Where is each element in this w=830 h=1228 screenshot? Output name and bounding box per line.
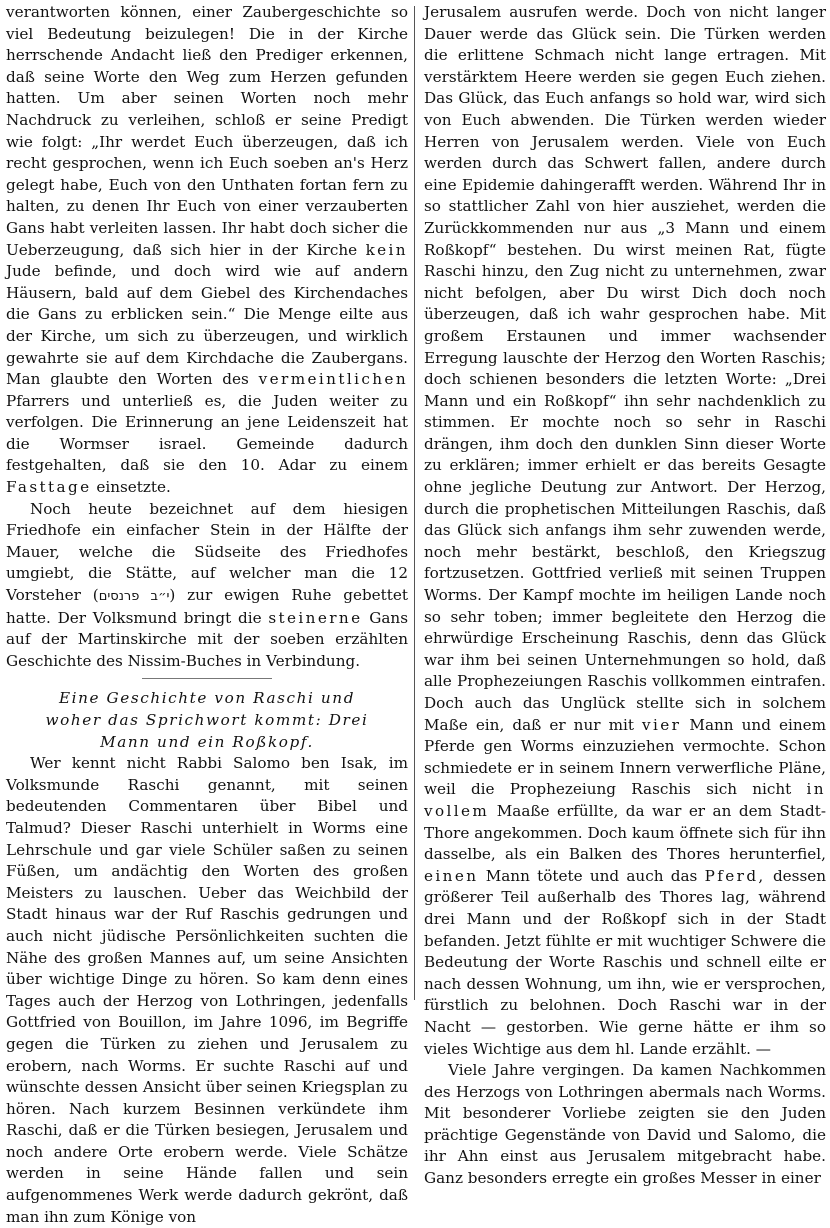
emphasis-steinerne: steinerne xyxy=(268,608,363,627)
emphasis-pferd: Pferd, xyxy=(704,866,766,885)
left-paragraph-3: Wer kennt nicht Rabbi Salomo ben Isak, im Volksmunde Raschi genannt, mit seinen bedeutenden Commentaren über Bibel und Talmud? Dieser Raschi unterhielt in Worms eine Lehrschule und gar viele Schüler saßen zu seinen Füßen, um andächtig den Worten des großen Meisters zu lauschen. Ueber das Weichbild der Stadt hinaus war der Ruf Raschis gedrungen und auch nicht jüdische Persönlichkeiten suchten die Nähe des großen Mannes auf, um seine Ansichten über wichtige Dinge zu hören. So kam denn eines Tages auch der Herzog von Lothringen, jedenfalls Gottfried von Bouillon, im Jahre 1096, im Begriffe gegen die Türken zu ziehen und Jerusalem zu erobern, nach Worms. Er suchte Raschi auf und wünschte dessen Ansicht über seinen Kriegsplan zu hören. Nach kurzem Besinnen verkündete ihm Raschi, daß er die Türken besiegen, Jerusalem und noch andere Orte erobern werde. Viele Schätze werden in seine Hände fallen und sein aufgenommenes Werk werde dadurch gekrönt, daß man ihn zum Könige von xyxy=(6,754,408,1226)
left-paragraph-2: Noch heute bezeichnet auf dem hiesigen Friedhofe ein einfacher Stein in der Hälfte der Mauer, welche die Südseite des Friedhofes umgiebt, die Stätte, auf welcher man die 12 Vorsteher (י״ב פרנסים) zur ewigen Ruhe gebettet hatte. Der Volksmund bringt die steinerne Gans auf der Martinskirche mit der soeben erzählten Geschichte des Nissim-Buches in Verbindung. xyxy=(6,499,409,670)
emphasis-kein: kein xyxy=(365,240,408,259)
heading-line-3: Mann und ein Roßkopf. xyxy=(100,732,314,751)
column-rule xyxy=(414,6,415,1000)
right-paragraph-2: Viele Jahre vergingen. Da kamen Nachkommen des Herzogs von Lothringen abermals nach Worms. Mit besonderer Vorliebe zeigten sie den Juden prächtige Gegenstände von David und Salomo, die ihr Ahn einst aus Jerusalem mitgebracht habe. Ganz besonders erregte ein großes Messer in einer xyxy=(424,1061,826,1188)
emphasis-vermeintlichen: vermeintlichen xyxy=(258,370,409,389)
article-heading xyxy=(6,688,408,753)
emphasis-fasttage: Fasttage xyxy=(6,478,92,497)
left-column xyxy=(6,2,408,1228)
heading-line-1: Eine Geschichte von Raschi und xyxy=(58,689,356,708)
emphasis-vier: vier xyxy=(642,715,682,734)
hebrew-phrase: י״ב פרנסים xyxy=(98,589,170,605)
right-paragraph-1: Jerusalem ausrufen werde. Doch von nicht langer Dauer werde das Glück sein. Die Türken werden die erlittene Schmach nicht lange ertragen. Mit verstärktem Heere werden sie gegen Euch ziehen. Das Glück, das Euch anfangs so hold war, wird sich von Euch abwenden. Die Türken werden wieder Herren von Jerusalem werden. Viele von Euch werden durch das Schwert fallen, andere durch eine Epidemie dahingerafft werden. Während Ihr in so stattlicher Zahl von hier ausziehet, werden die Zurückkommenden nur aus „3 Mann und einem Roßkopf“ bestehen. Du wirst meinen Rat, fügte Raschi hinzu, den Zug nicht zu unternehmen, zwar nicht befolgen, aber Du wirst Dich doch noch überzeugen, daß ich wahr gesprochen habe. Mit großem Erstaunen und immer wachsender Erregung lauschte der Herzog den Worten Raschis; doch schienen besonders die letzten Worte: „Drei Mann und ein Roßkopf“ ihn sehr nachdenklich zu stimmen. Er mochte noch so sehr in Raschi drängen, ihm doch den dunklen Sinn dieser Worte zu erklären; immer erhielt er das bereits Gesagte ohne jegliche Deutung zur Antwort. Der Herzog, durch die prophetischen Mitteilungen Raschis, daß das Glück sich anfangs ihm sehr zuwenden werde, noch mehr bestärkt, beschloß, den Kriegszug fortzusetzen. Gottfried verließ mit seinen Truppen Worms. Der Kampf mochte im heiligen Lande noch so sehr toben; immer begleitete den Herzog die ehrwürdige Erscheinung Raschis, denn das Glück war ihm bei seinen Unternehmungen so hold, daß alle Prophezeiungen Raschis vollkommen eintrafen. Doch auch das Unglück stellte sich in solchem Maße ein, daß er nur mit vier Mann und einem Pferde gen Worms einzuziehen vermochte. Schon schmiedete er in seinem Innern verwerfliche Pläne, weil die Prophezeiung Raschis sich nicht in vollem Maaße erfüllte, da war er an dem Stadt-Thore angekommen. Doch kaum öffnete sich für ihn dasselbe, als ein Balken des Thores herunterfiel, einen Mann tötete und auch das Pferd, dessen größerer Teil außerhalb des Thores lag, während drei Mann und der Roßkopf sich in der Stadt befanden. Jetzt fühlte er mit wuchtiger Schwere die Bedeutung der Worte Raschis und schnell eilte er nach dessen Wohnung, um ihn, wie er versprochen, fürstlich zu belohnen. Doch Raschi war in der Nacht — gestorben. Wie gerne hätte er ihm so vieles Wichtige aus dem hl. Lande erzählt. — xyxy=(424,3,827,1058)
emphasis-einen: einen xyxy=(424,866,479,885)
section-divider xyxy=(142,678,272,679)
right-column xyxy=(424,2,826,1190)
heading-line-2: woher das Sprichwort kommt: Drei xyxy=(45,711,369,729)
emphasis-in-vollem: in vollem xyxy=(424,780,826,820)
left-paragraph-1: verantworten können, einer Zaubergeschichte so viel Bedeutung beizulegen! Die in der Kirche herrschende Andacht ließ den Prediger erkennen, daß seine Worte den Weg zum Herzen gefunden hatten. Um aber seinen Worten noch mehr Nachdruck zu verleihen, schloß er seine Predigt wie folgt: „Ihr werdet Euch überzeugen, daß ich recht gesprochen, wenn ich Euch soeben an's Herz gelegt habe, Euch von den Unthaten fortan fern zu halten, zu denen Ihr Euch von einer verzauberten Gans habt verleiten lassen. Ihr habt doch sicher die Ueberzeugung, daß sich hier in der Kirche kein Jude befinde, und doch wird wie auf andern Häusern, bald auf dem Giebel des Kirchendaches die Gans zu erblicken sein.“ Die Menge eilte aus der Kirche, um sich zu überzeugen, und wirklich gewahrte sie auf dem Kirchdache die Zaubergans. Man glaubte den Worten des vermeintlichen Pfarrers und unterließ es, die Juden weiter zu verfolgen. Die Erinnerung an jene Leidenszeit hat die Wormser israel. Gemeinde dadurch festgehalten, daß sie den 10. Adar zu einem Fasttage einsetzte. xyxy=(6,3,409,497)
